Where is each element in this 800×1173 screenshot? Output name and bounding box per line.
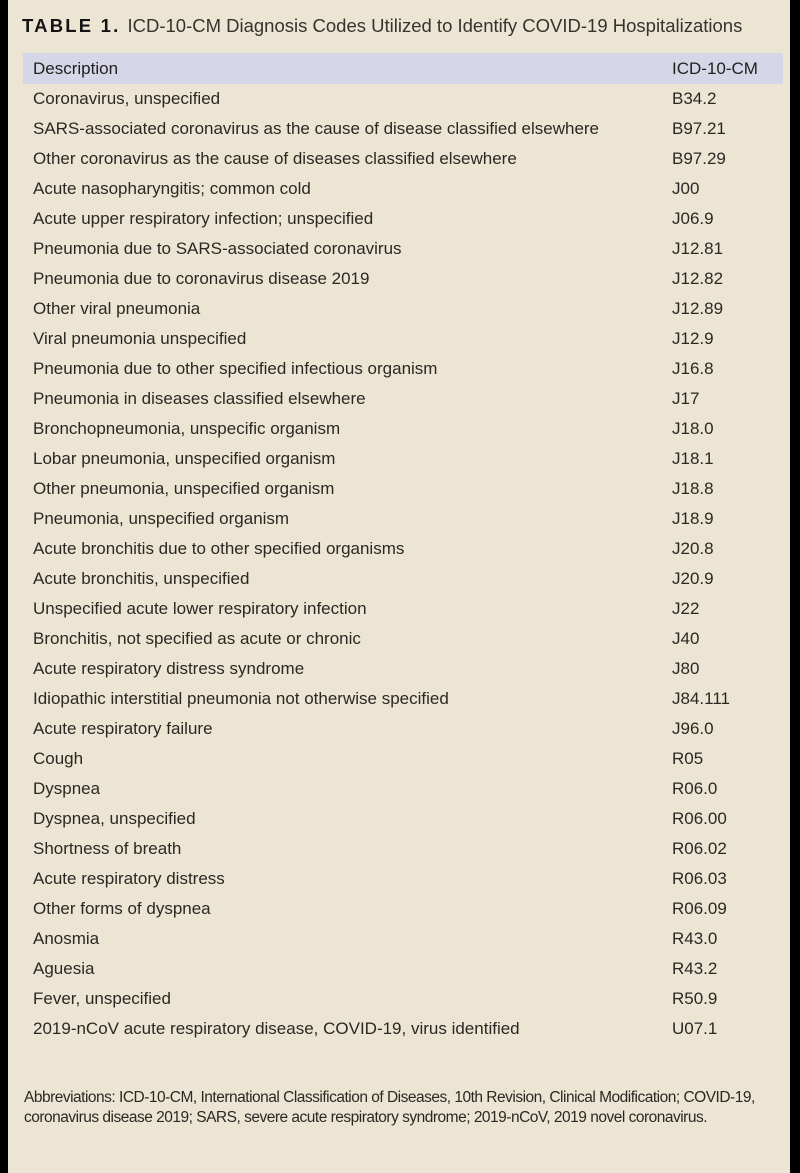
code-cell: R06.0 [672,779,718,798]
table-row [23,444,783,474]
description-cell: Other forms of dyspnea [33,899,211,918]
table-row [23,84,783,114]
table-row [23,984,783,1014]
table-row [23,414,783,444]
code-cell: B34.2 [672,89,717,108]
table-row [23,234,783,264]
code-cell: U07.1 [672,1019,718,1038]
table-row [23,834,783,864]
table-row [23,804,783,834]
description-cell: Acute respiratory distress [33,869,225,888]
description-cell: Idiopathic interstitial pneumonia not otherwise specified [33,689,449,708]
code-cell: J16.8 [672,359,714,378]
code-cell: B97.29 [672,149,726,168]
code-cell: R06.09 [672,899,727,918]
code-cell: J12.82 [672,269,724,288]
code-cell: J84.111 [672,689,730,708]
code-cell: J20.9 [672,569,714,588]
description-cell: Acute respiratory distress syndrome [33,659,305,678]
code-cell: J00 [672,179,700,198]
description-cell: Other viral pneumonia [33,299,201,318]
code-cell: J96.0 [672,719,714,738]
code-cell: B97.21 [672,119,726,138]
table-body [23,84,783,1044]
code-cell: J18.1 [672,449,714,468]
description-cell: Acute bronchitis, unspecified [33,569,250,588]
table-row [23,264,783,294]
table-row [23,324,783,354]
description-cell: Coronavirus, unspecified [33,89,221,108]
table-row [23,624,783,654]
code-cell: R06.00 [672,809,727,828]
code-cell: J18.0 [672,419,714,438]
code-cell: J12.89 [672,299,724,318]
description-cell: Unspecified acute lower respiratory infection [33,599,367,618]
table-row [23,384,783,414]
table-row [23,864,783,894]
column-header-description: Description [33,58,119,78]
table-row [23,204,783,234]
table-row [23,594,783,624]
code-cell: R43.0 [672,929,718,948]
description-cell: Other coronavirus as the cause of diseases classified elsewhere [33,149,517,168]
table-row [23,1014,783,1044]
code-cell: R50.9 [672,989,718,1008]
table-row [23,504,783,534]
description-cell: SARS-associated coronavirus as the cause of disease classified elsewhere [33,119,600,138]
table-title [22,13,782,39]
description-cell: Pneumonia, unspecified organism [33,509,290,528]
description-cell: Pneumonia due to coronavirus disease 2019 [33,269,370,288]
code-cell: J18.8 [672,479,714,498]
table-number-label: TABLE 1. [22,15,121,36]
table-row [23,474,783,504]
table-row [23,684,783,714]
table-row [23,774,783,804]
description-cell: Viral pneumonia unspecified [33,329,247,348]
code-cell: R06.02 [672,839,727,858]
description-cell: Aguesia [33,959,95,978]
description-cell: Shortness of breath [33,839,182,858]
code-cell: J40 [672,629,700,648]
table-title-text: ICD-10-CM Diagnosis Codes Utilized to Identify COVID-19 Hospitalizations [127,15,743,36]
table-row [23,144,783,174]
description-cell: Pneumonia due to other specified infectious organism [33,359,438,378]
table-row [23,714,783,744]
description-cell: Other pneumonia, unspecified organism [33,479,335,498]
table-row [23,954,783,984]
description-cell: 2019-nCoV acute respiratory disease, COVID-19, virus identified [33,1019,520,1038]
description-cell: Dyspnea, unspecified [33,809,196,828]
table-row [23,894,783,924]
code-cell: R05 [672,749,704,768]
column-header-code: ICD-10-CM [672,58,758,78]
description-cell: Lobar pneumonia, unspecified organism [33,449,336,468]
description-cell: Bronchopneumonia, unspecific organism [33,419,341,438]
table-row [23,294,783,324]
description-cell: Cough [33,749,84,768]
description-cell: Pneumonia in diseases classified elsewhere [33,389,366,408]
description-cell: Acute upper respiratory infection; unspecified [33,209,374,228]
code-cell: J12.81 [672,239,724,258]
code-cell: J12.9 [672,329,714,348]
code-cell: J06.9 [672,209,714,228]
table-row [23,564,783,594]
code-cell: R06.03 [672,869,727,888]
frame-border-left [0,0,8,1173]
code-cell: J17 [672,389,700,408]
description-cell: Fever, unspecified [33,989,171,1008]
code-cell: J80 [672,659,700,678]
table-row [23,654,783,684]
code-cell: J20.8 [672,539,714,558]
code-cell: J22 [672,599,700,618]
description-cell: Dyspnea [33,779,101,798]
description-cell: Acute bronchitis due to other specified organisms [33,539,405,558]
table-row [23,354,783,384]
description-cell: Acute respiratory failure [33,719,213,738]
description-cell: Pneumonia due to SARS-associated coronavirus [33,239,402,258]
table-row [23,744,783,774]
table-row [23,174,783,204]
table-footnote: Abbreviations: ICD-10-CM, International Classification of Diseases, 10th Revision, Clinical Modification; COVID-19, coronavirus disease 2019; SARS, severe acute respiratory syndrome; 2019-nCoV, 2019 novel coronavirus. [24,1089,755,1126]
code-cell: J18.9 [672,509,714,528]
table-row [23,924,783,954]
description-cell: Anosmia [33,929,100,948]
description-cell: Bronchitis, not specified as acute or chronic [33,629,361,648]
table-row [23,534,783,564]
code-cell: R43.2 [672,959,718,978]
description-cell: Acute nasopharyngitis; common cold [33,179,311,198]
table-header-row [23,53,783,84]
table-row [23,114,783,144]
